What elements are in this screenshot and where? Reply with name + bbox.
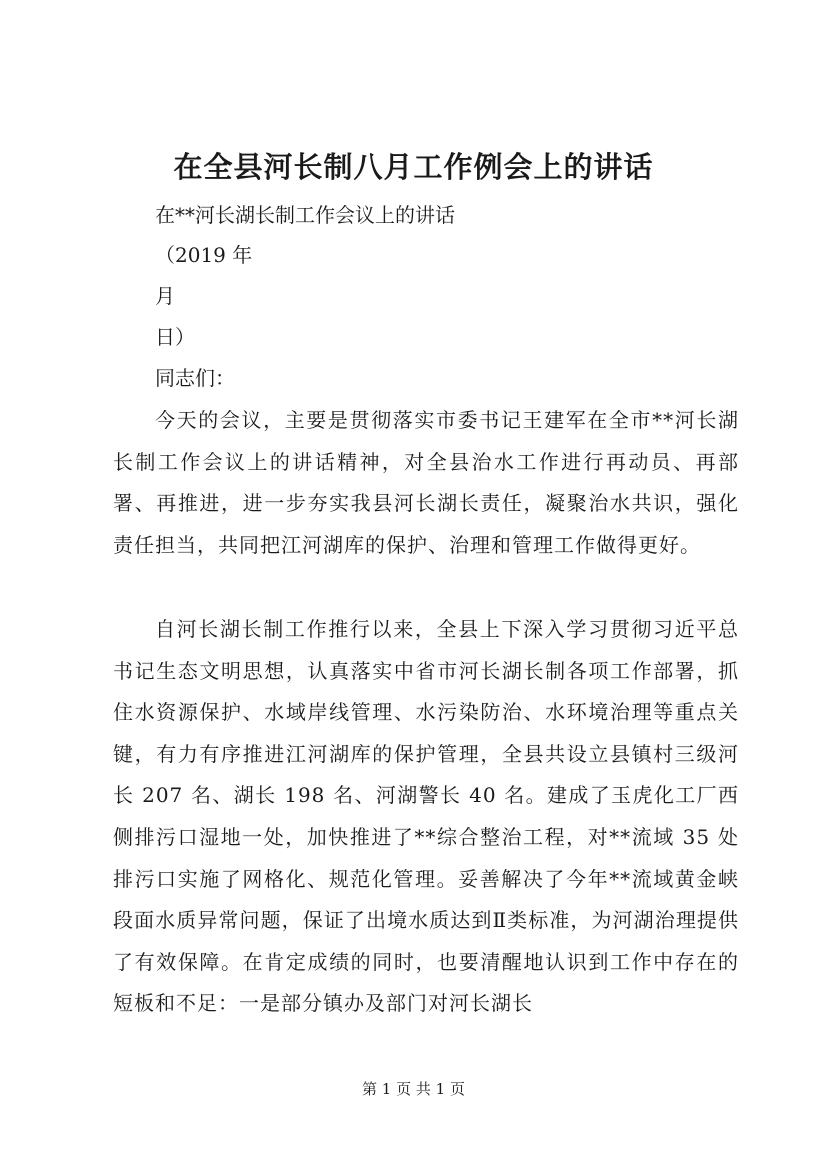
page-footer: 第 1 页 共 1 页 bbox=[362, 1080, 465, 1098]
body-paragraph: 今天的会议，主要是贯彻落实市委书记王建军在全市**河长湖长制工作会议上的讲话精神，对全县治水工作进行再动员、再部署、再推进，进一步夯实我县河长湖长责任，凝聚治水共识，强化责任担当，共同把江河湖库的保护、治理和管理工作做得更好。 bbox=[113, 408, 739, 557]
salutation: 同志们： bbox=[155, 366, 235, 390]
date-month-line: 月 bbox=[155, 284, 175, 308]
date-year-line: （2019 年 bbox=[155, 243, 253, 267]
body-paragraph: 自河长湖长制工作推行以来，全县上下深入学习贯彻习近平总书记生态文明思想，认真落实中省市河长湖长制各项工作部署，抓住水资源保护、水域岸线管理、水污染防治、水环境治理等重点关键，有力有序推进江河湖库的保护管理，全县共设立县镇村三级河长 207 名、湖长 198 名、河湖警长 40 名。建成了玉虎化工厂西侧排污口湿地一处，加快推进了**综合整治工程，对**流域 35 处排污口实施了网格化、规范化管理。妥善解决了今年**流域黄金峡段面水质异常问题，保证了出境水质达到Ⅱ类标准，为河湖治理提供了有效保障。在肯定成绩的同时，也要清醒地认识到工作中存在的短板和不足：一是部分镇办及部门对河长湖长 bbox=[113, 617, 739, 1016]
document-title: 在全县河长制八月工作例会上的讲话 bbox=[173, 150, 654, 184]
date-day-line: 日） bbox=[155, 325, 195, 349]
document-subtitle: 在**河长湖长制工作会议上的讲话 bbox=[155, 203, 455, 227]
